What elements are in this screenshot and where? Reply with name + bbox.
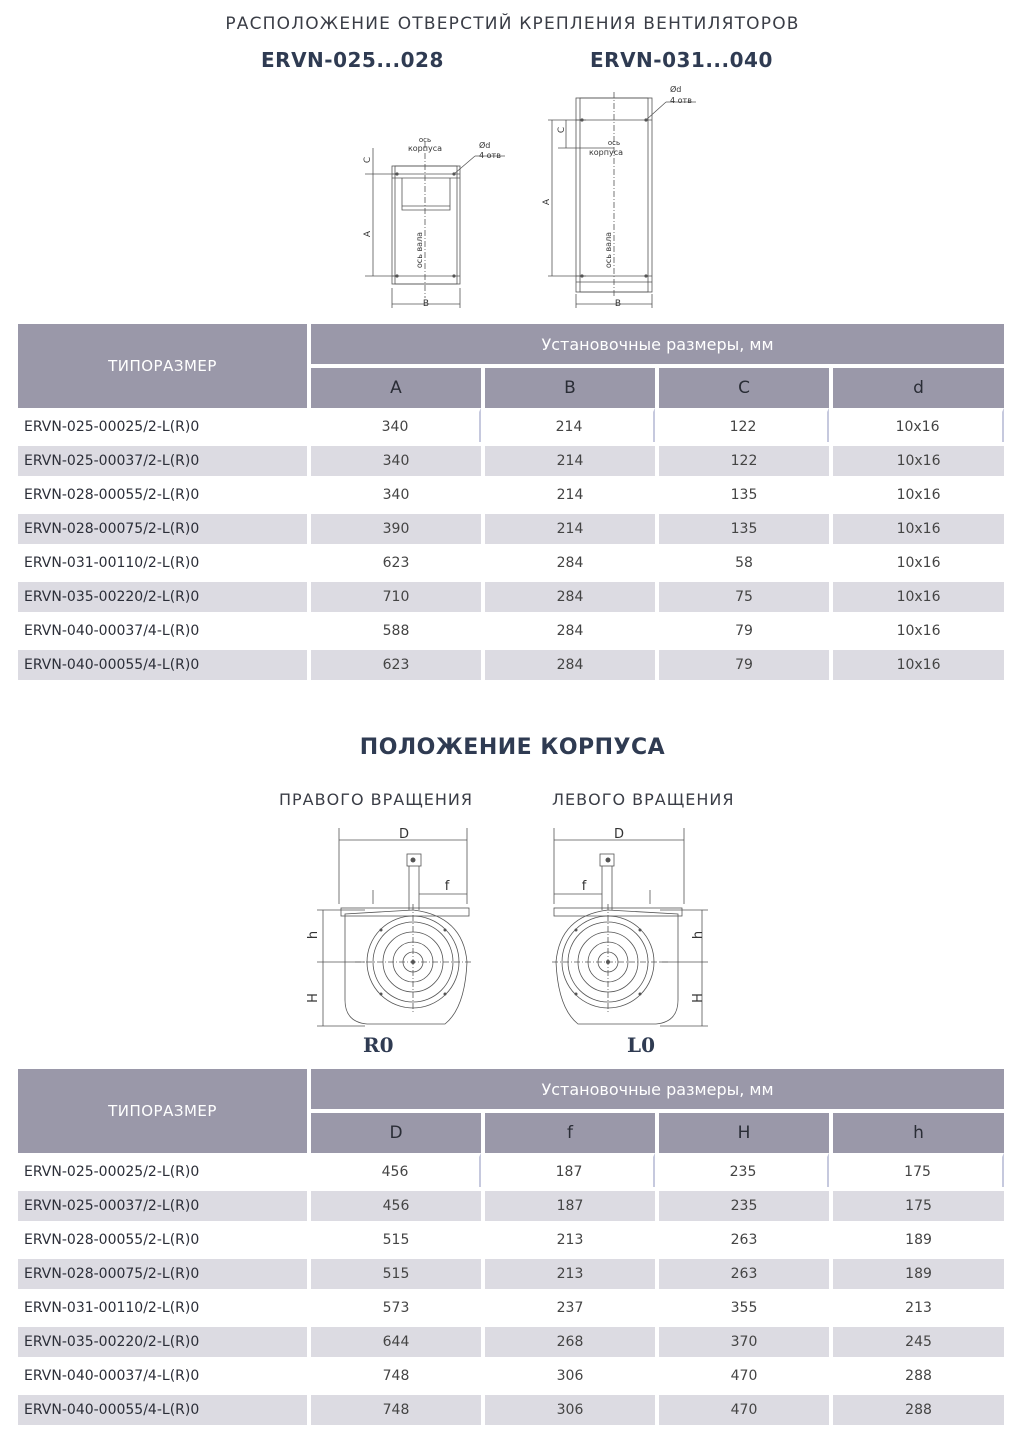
table-row bbox=[18, 408, 1004, 442]
label-d: D bbox=[398, 827, 410, 842]
column-header: H bbox=[659, 1109, 829, 1153]
table-row bbox=[18, 1289, 1004, 1323]
type-name-cell: ERVN-040-00055/4-L(R)0 bbox=[18, 646, 307, 680]
type-name-cell: ERVN-025-00037/2-L(R)0 bbox=[18, 442, 307, 476]
type-name-cell: ERVN-028-00075/2-L(R)0 bbox=[18, 1255, 307, 1289]
type-name-cell: ERVN-025-00025/2-L(R)0 bbox=[18, 1153, 307, 1187]
label-os: ось bbox=[418, 136, 432, 144]
housing-drawing-left bbox=[544, 822, 719, 1034]
value-cell: 187 bbox=[485, 1187, 655, 1221]
value-cell: 268 bbox=[485, 1323, 655, 1357]
mounting-title: РАСПОЛОЖЕНИЕ ОТВЕРСТИЙ КРЕПЛЕНИЯ ВЕНТИЛЯТОРОВ bbox=[225, 14, 800, 34]
label-4-otv: 4 отв bbox=[670, 96, 692, 105]
value-cell: 306 bbox=[485, 1357, 655, 1391]
column-header: d bbox=[833, 364, 1004, 408]
value-cell: 10x16 bbox=[833, 612, 1004, 646]
table-row bbox=[18, 1323, 1004, 1357]
group-header: Установочные размеры, мм bbox=[311, 1069, 1004, 1109]
value-cell: 588 bbox=[311, 612, 481, 646]
value-cell: 748 bbox=[311, 1391, 481, 1425]
value-cell: 135 bbox=[659, 510, 829, 544]
value-cell: 10x16 bbox=[833, 476, 1004, 510]
value-cell: 75 bbox=[659, 578, 829, 612]
type-name-cell: ERVN-035-00220/2-L(R)0 bbox=[18, 578, 307, 612]
value-cell: 10x16 bbox=[833, 510, 1004, 544]
mounting-dimensions-table bbox=[14, 324, 1008, 680]
value-cell: 340 bbox=[311, 442, 481, 476]
type-header: ТИПОРАЗМЕР bbox=[18, 1069, 307, 1153]
column-header: A bbox=[311, 364, 481, 408]
type-name-cell: ERVN-040-00055/4-L(R)0 bbox=[18, 1391, 307, 1425]
value-cell: 456 bbox=[311, 1187, 481, 1221]
value-cell: 237 bbox=[485, 1289, 655, 1323]
value-cell: 340 bbox=[311, 408, 481, 442]
label-h: h bbox=[306, 930, 321, 940]
table-row bbox=[18, 612, 1004, 646]
value-cell: 10x16 bbox=[833, 442, 1004, 476]
type-name-cell: ERVN-028-00055/2-L(R)0 bbox=[18, 476, 307, 510]
label-4-otv: 4 отв bbox=[479, 151, 501, 160]
value-cell: 340 bbox=[311, 476, 481, 510]
table-row bbox=[18, 544, 1004, 578]
value-cell: 214 bbox=[485, 476, 655, 510]
value-cell: 710 bbox=[311, 578, 481, 612]
value-cell: 355 bbox=[659, 1289, 829, 1323]
label-d: D bbox=[613, 827, 625, 842]
label-f: f bbox=[581, 879, 587, 894]
table-row bbox=[18, 1221, 1004, 1255]
value-cell: 644 bbox=[311, 1323, 481, 1357]
value-cell: 10x16 bbox=[833, 544, 1004, 578]
type-name-cell: ERVN-035-00220/2-L(R)0 bbox=[18, 1323, 307, 1357]
type-name-cell: ERVN-031-00110/2-L(R)0 bbox=[18, 1289, 307, 1323]
label-f: f bbox=[444, 879, 450, 894]
table-row bbox=[18, 1391, 1004, 1425]
table-row bbox=[18, 1153, 1004, 1187]
model-title-right: ERVN-031...040 bbox=[590, 48, 773, 72]
label-b: B bbox=[614, 299, 622, 309]
value-cell: 79 bbox=[659, 612, 829, 646]
value-cell: 213 bbox=[485, 1221, 655, 1255]
code-right: R0 bbox=[363, 1033, 394, 1057]
housing-title: ПОЛОЖЕНИЕ КОРПУСА bbox=[359, 735, 666, 760]
value-cell: 122 bbox=[659, 408, 829, 442]
value-cell: 515 bbox=[311, 1221, 481, 1255]
table-row bbox=[18, 646, 1004, 680]
value-cell: 189 bbox=[833, 1221, 1004, 1255]
value-cell: 135 bbox=[659, 476, 829, 510]
table-row bbox=[18, 1255, 1004, 1289]
table-row bbox=[18, 1357, 1004, 1391]
table-row bbox=[18, 1187, 1004, 1221]
type-name-cell: ERVN-028-00055/2-L(R)0 bbox=[18, 1221, 307, 1255]
value-cell: 284 bbox=[485, 612, 655, 646]
value-cell: 175 bbox=[833, 1187, 1004, 1221]
type-name-cell: ERVN-040-00037/4-L(R)0 bbox=[18, 612, 307, 646]
code-left: L0 bbox=[627, 1033, 655, 1057]
label-os-vala: ось вала bbox=[415, 231, 424, 269]
value-cell: 122 bbox=[659, 442, 829, 476]
label-big-h: H bbox=[306, 993, 321, 1003]
value-cell: 213 bbox=[833, 1289, 1004, 1323]
table-row bbox=[18, 442, 1004, 476]
value-cell: 214 bbox=[485, 408, 655, 442]
value-cell: 213 bbox=[485, 1255, 655, 1289]
value-cell: 214 bbox=[485, 510, 655, 544]
label-od: Ød bbox=[670, 85, 682, 94]
label-os: ось bbox=[607, 139, 621, 147]
value-cell: 390 bbox=[311, 510, 481, 544]
housing-dimensions-table bbox=[14, 1069, 1008, 1425]
value-cell: 79 bbox=[659, 646, 829, 680]
label-c: C bbox=[363, 156, 373, 164]
value-cell: 288 bbox=[833, 1357, 1004, 1391]
value-cell: 306 bbox=[485, 1391, 655, 1425]
value-cell: 189 bbox=[833, 1255, 1004, 1289]
type-name-cell: ERVN-028-00075/2-L(R)0 bbox=[18, 510, 307, 544]
type-name-cell: ERVN-040-00037/4-L(R)0 bbox=[18, 1357, 307, 1391]
mounting-drawing-right bbox=[538, 82, 708, 314]
table-row bbox=[18, 476, 1004, 510]
value-cell: 573 bbox=[311, 1289, 481, 1323]
right-rotation-label: ПРАВОГО ВРАЩЕНИЯ bbox=[279, 790, 473, 809]
label-a: A bbox=[542, 198, 552, 206]
label-c: C bbox=[557, 126, 567, 134]
value-cell: 470 bbox=[659, 1391, 829, 1425]
value-cell: 288 bbox=[833, 1391, 1004, 1425]
label-big-h: H bbox=[691, 993, 706, 1003]
label-b: B bbox=[422, 299, 430, 309]
type-name-cell: ERVN-031-00110/2-L(R)0 bbox=[18, 544, 307, 578]
table-row bbox=[18, 510, 1004, 544]
value-cell: 263 bbox=[659, 1221, 829, 1255]
value-cell: 284 bbox=[485, 578, 655, 612]
model-title-left: ERVN-025...028 bbox=[261, 48, 444, 72]
housing-drawing-right bbox=[305, 822, 480, 1034]
table-row bbox=[18, 578, 1004, 612]
value-cell: 456 bbox=[311, 1153, 481, 1187]
label-os-vala: ось вала bbox=[604, 231, 613, 269]
column-header: h bbox=[833, 1109, 1004, 1153]
value-cell: 623 bbox=[311, 646, 481, 680]
value-cell: 10x16 bbox=[833, 646, 1004, 680]
group-header: Установочные размеры, мм bbox=[311, 324, 1004, 364]
label-korpusa: корпуса bbox=[588, 148, 624, 157]
value-cell: 245 bbox=[833, 1323, 1004, 1357]
value-cell: 515 bbox=[311, 1255, 481, 1289]
column-header: B bbox=[485, 364, 655, 408]
value-cell: 470 bbox=[659, 1357, 829, 1391]
value-cell: 623 bbox=[311, 544, 481, 578]
type-header: ТИПОРАЗМЕР bbox=[18, 324, 307, 408]
value-cell: 284 bbox=[485, 544, 655, 578]
value-cell: 10x16 bbox=[833, 578, 1004, 612]
column-header: D bbox=[311, 1109, 481, 1153]
value-cell: 214 bbox=[485, 442, 655, 476]
left-rotation-label: ЛЕВОГО ВРАЩЕНИЯ bbox=[552, 790, 735, 809]
label-korpusa: корпуса bbox=[407, 144, 443, 153]
value-cell: 187 bbox=[485, 1153, 655, 1187]
value-cell: 235 bbox=[659, 1153, 829, 1187]
value-cell: 10x16 bbox=[833, 408, 1004, 442]
label-a: A bbox=[363, 230, 373, 238]
label-od: Ød bbox=[479, 141, 491, 150]
mounting-drawing-left bbox=[355, 128, 525, 318]
type-name-cell: ERVN-025-00037/2-L(R)0 bbox=[18, 1187, 307, 1221]
value-cell: 284 bbox=[485, 646, 655, 680]
value-cell: 58 bbox=[659, 544, 829, 578]
value-cell: 748 bbox=[311, 1357, 481, 1391]
value-cell: 175 bbox=[833, 1153, 1004, 1187]
value-cell: 370 bbox=[659, 1323, 829, 1357]
column-header: C bbox=[659, 364, 829, 408]
value-cell: 235 bbox=[659, 1187, 829, 1221]
value-cell: 263 bbox=[659, 1255, 829, 1289]
column-header: f bbox=[485, 1109, 655, 1153]
type-name-cell: ERVN-025-00025/2-L(R)0 bbox=[18, 408, 307, 442]
label-h: h bbox=[691, 930, 706, 940]
